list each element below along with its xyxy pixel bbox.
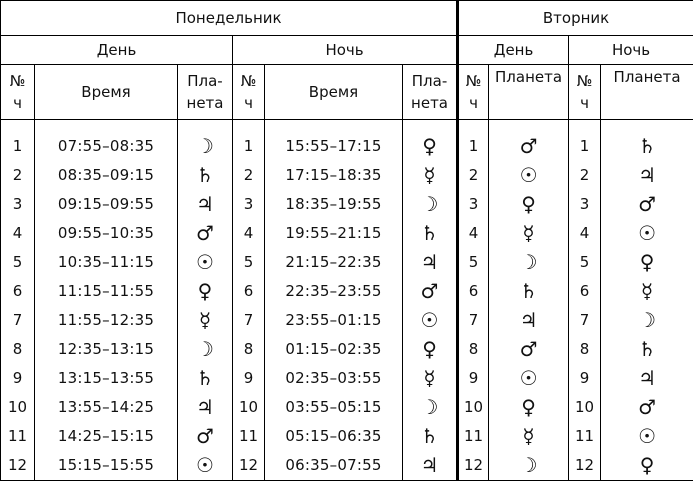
tuesday-day-planet-cell	[489, 393, 569, 422]
hour-number: 9	[244, 369, 254, 387]
hour-number-cell	[233, 190, 265, 219]
hour-number: 3	[244, 195, 254, 213]
monday-night-time-cell	[265, 120, 403, 162]
hour-number: 8	[469, 340, 479, 358]
venus-icon: ♀	[640, 250, 655, 274]
hour-number: 4	[13, 224, 23, 242]
hour-number: 2	[244, 166, 254, 184]
mercury-icon: ☿	[522, 424, 534, 448]
hour-number: 1	[244, 137, 254, 155]
hour-number-cell	[1, 248, 35, 277]
hour-number-header	[233, 65, 265, 120]
hour-number: 10	[8, 398, 27, 416]
hour-number-cell	[1, 422, 35, 451]
planet-header: Планета	[601, 65, 693, 120]
monday-day-planet-cell	[178, 364, 233, 393]
planet-header	[403, 65, 458, 120]
monday-day-planet-cell	[178, 277, 233, 306]
hour-number-header	[1, 65, 35, 120]
hour-number-cell	[1, 364, 35, 393]
hour-number-cell	[233, 364, 265, 393]
hour-number: 11	[239, 427, 258, 445]
hour-number: 7	[13, 311, 23, 329]
hour-number: 4	[469, 224, 479, 242]
hour-number-cell	[458, 190, 489, 219]
saturn-icon: ♄	[638, 337, 656, 361]
planet-header: Планета	[489, 65, 569, 120]
monday-night-planet-cell	[403, 219, 458, 248]
monday-day-time-cell	[35, 306, 178, 335]
sun-icon: ☉	[196, 453, 214, 477]
table-row	[1, 219, 693, 248]
hour-number: 12	[239, 456, 258, 474]
hour-number: 1	[13, 137, 23, 155]
mars-icon: ♂	[638, 395, 656, 419]
tuesday-night-header: Ночь	[569, 36, 693, 65]
hour-number: 7	[244, 311, 254, 329]
monday-header: Понедельник	[1, 1, 458, 36]
hour-number-cell	[1, 120, 35, 162]
monday-day-planet-cell	[178, 422, 233, 451]
tuesday-night-planet-cell	[601, 422, 693, 451]
hour-number-cell	[233, 248, 265, 277]
hour-number-cell	[233, 120, 265, 162]
hour-number-cell	[569, 161, 601, 190]
jupiter-icon: ♃	[638, 163, 656, 187]
hour-number-cell	[458, 393, 489, 422]
sun-icon: ☉	[638, 221, 656, 245]
header-row-columns	[1, 65, 693, 120]
monday-day-time: 11:15–11:55	[58, 282, 154, 300]
tuesday-day-planet-cell	[489, 248, 569, 277]
sun-icon: ☉	[196, 250, 214, 274]
tuesday-day-planet-cell	[489, 335, 569, 364]
monday-day-time-cell	[35, 451, 178, 481]
number-sign: №	[241, 72, 257, 90]
saturn-icon: ♄	[196, 163, 214, 187]
hour-abbrev: ч	[469, 94, 478, 112]
saturn-icon: ♄	[196, 366, 214, 390]
hour-number-cell	[569, 306, 601, 335]
hour-number: 8	[580, 340, 590, 358]
table-row	[1, 364, 693, 393]
hour-number-cell	[233, 422, 265, 451]
table-row	[1, 393, 693, 422]
tuesday-night-planet-cell	[601, 248, 693, 277]
monday-night-time-cell	[265, 277, 403, 306]
table-row	[1, 120, 693, 162]
monday-night-header: Ночь	[233, 36, 458, 65]
tuesday-night-planet-cell	[601, 161, 693, 190]
hour-number-cell	[1, 451, 35, 481]
moon-icon: ☽	[520, 453, 538, 477]
jupiter-icon: ♃	[196, 192, 214, 216]
hour-number: 6	[580, 282, 590, 300]
monday-day-planet-cell	[178, 190, 233, 219]
monday-night-time: 23:55–01:15	[285, 311, 381, 329]
hour-number: 7	[469, 311, 479, 329]
sun-icon: ☉	[520, 366, 538, 390]
monday-night-time: 22:35–23:55	[285, 282, 381, 300]
mercury-icon: ☿	[522, 221, 534, 245]
monday-day-planet-cell	[178, 393, 233, 422]
hour-number: 5	[580, 253, 590, 271]
number-sign: №	[10, 72, 26, 90]
monday-night-time: 02:35–03:55	[285, 369, 381, 387]
table-row	[1, 335, 693, 364]
saturn-icon: ♄	[421, 221, 439, 245]
planet-header-bottom: нета	[187, 94, 224, 112]
monday-day-planet-cell	[178, 248, 233, 277]
table-row	[1, 451, 693, 481]
hour-number-header	[458, 65, 489, 120]
monday-day-time: 15:15–15:55	[58, 456, 154, 474]
monday-day-time-cell	[35, 120, 178, 162]
monday-night-time: 06:35–07:55	[285, 456, 381, 474]
moon-icon: ☽	[638, 308, 656, 332]
monday-night-planet-cell	[403, 306, 458, 335]
mercury-icon: ☿	[423, 163, 435, 187]
mars-icon: ♂	[638, 192, 656, 216]
hour-number-cell	[233, 219, 265, 248]
planet-header	[178, 65, 233, 120]
hour-number-header	[569, 65, 601, 120]
tuesday-night-planet-cell	[601, 364, 693, 393]
mars-icon: ♂	[196, 424, 214, 448]
tuesday-day-planet-cell	[489, 306, 569, 335]
hour-number-cell	[458, 219, 489, 248]
tuesday-day-planet-cell	[489, 190, 569, 219]
hour-number: 4	[580, 224, 590, 242]
time-header: Время	[35, 65, 178, 120]
mercury-icon: ☿	[641, 279, 653, 303]
monday-night-time: 17:15–18:35	[285, 166, 381, 184]
monday-day-time: 08:35–09:15	[58, 166, 154, 184]
monday-day-planet-cell	[178, 219, 233, 248]
hour-number-cell	[458, 277, 489, 306]
monday-night-time: 03:55–05:15	[285, 398, 381, 416]
venus-icon: ♀	[198, 279, 213, 303]
table-row	[1, 190, 693, 219]
monday-day-planet-cell	[178, 451, 233, 481]
hours-body	[1, 120, 693, 481]
hour-number-cell	[1, 277, 35, 306]
monday-day-time: 07:55–08:35	[58, 137, 154, 155]
monday-day-planet-cell	[178, 335, 233, 364]
monday-night-time-cell	[265, 335, 403, 364]
planet-header-top: Пла-	[187, 72, 222, 90]
tuesday-day-planet-cell	[489, 277, 569, 306]
monday-night-time-cell	[265, 364, 403, 393]
mars-icon: ♂	[520, 134, 538, 158]
monday-day-time-cell	[35, 335, 178, 364]
hour-number: 6	[13, 282, 23, 300]
monday-day-time: 09:55–10:35	[58, 224, 154, 242]
monday-day-time: 13:15–13:55	[58, 369, 154, 387]
hour-number-cell	[233, 161, 265, 190]
hour-number: 12	[464, 456, 483, 474]
mercury-icon: ☿	[199, 308, 211, 332]
monday-day-planet-cell	[178, 161, 233, 190]
tuesday-day-planet-cell	[489, 451, 569, 481]
jupiter-icon: ♃	[520, 308, 538, 332]
monday-night-time-cell	[265, 451, 403, 481]
venus-icon: ♀	[640, 453, 655, 477]
mars-icon: ♂	[520, 337, 538, 361]
moon-icon: ☽	[196, 134, 214, 158]
hour-number-cell	[569, 277, 601, 306]
hour-number-cell	[1, 161, 35, 190]
table-row	[1, 422, 693, 451]
monday-day-header: День	[1, 36, 233, 65]
tuesday-day-planet-cell	[489, 161, 569, 190]
tuesday-header: Вторник	[458, 1, 693, 36]
monday-night-planet-cell	[403, 422, 458, 451]
planet-header-top: Пла-	[412, 72, 447, 90]
sun-icon: ☉	[520, 163, 538, 187]
hour-number: 11	[575, 427, 594, 445]
monday-day-time-cell	[35, 277, 178, 306]
venus-icon: ♀	[422, 134, 437, 158]
saturn-icon: ♄	[638, 134, 656, 158]
table-row	[1, 306, 693, 335]
tuesday-night-planet-cell	[601, 393, 693, 422]
tuesday-day-planet-cell	[489, 219, 569, 248]
hour-number: 10	[239, 398, 258, 416]
hour-number: 2	[13, 166, 23, 184]
monday-day-time-cell	[35, 393, 178, 422]
time-header: Время	[265, 65, 403, 120]
hour-number: 2	[469, 166, 479, 184]
tuesday-night-planet-cell	[601, 219, 693, 248]
table-row	[1, 277, 693, 306]
hour-number-cell	[233, 335, 265, 364]
hour-number-cell	[1, 306, 35, 335]
venus-icon: ♀	[521, 192, 536, 216]
tuesday-night-planet-cell	[601, 451, 693, 481]
saturn-icon: ♄	[421, 424, 439, 448]
hour-number-cell	[569, 451, 601, 481]
hour-number-cell	[1, 190, 35, 219]
hour-number-cell	[458, 161, 489, 190]
header-row-days	[1, 1, 693, 36]
mercury-icon: ☿	[423, 366, 435, 390]
hour-number-cell	[458, 248, 489, 277]
mars-icon: ♂	[421, 279, 439, 303]
hour-number-cell	[569, 335, 601, 364]
monday-night-planet-cell	[403, 161, 458, 190]
monday-day-time: 09:15–09:55	[58, 195, 154, 213]
hour-number: 5	[13, 253, 23, 271]
monday-day-time-cell	[35, 219, 178, 248]
hour-number: 12	[8, 456, 27, 474]
hour-number: 5	[469, 253, 479, 271]
monday-night-time: 01:15–02:35	[285, 340, 381, 358]
hour-abbrev: ч	[244, 94, 253, 112]
table-row	[1, 161, 693, 190]
monday-night-planet-cell	[403, 393, 458, 422]
tuesday-day-planet-cell	[489, 364, 569, 393]
hour-number: 6	[244, 282, 254, 300]
hour-number-cell	[458, 335, 489, 364]
monday-night-time: 05:15–06:35	[285, 427, 381, 445]
monday-night-planet-cell	[403, 190, 458, 219]
monday-night-time-cell	[265, 422, 403, 451]
hour-number-cell	[1, 335, 35, 364]
hour-number-cell	[569, 248, 601, 277]
venus-icon: ♀	[422, 337, 437, 361]
tuesday-night-planet-cell	[601, 120, 693, 162]
hour-number: 6	[469, 282, 479, 300]
hour-number: 9	[469, 369, 479, 387]
hour-number-cell	[1, 393, 35, 422]
hour-number-cell	[458, 120, 489, 162]
monday-day-planet-cell	[178, 306, 233, 335]
hour-number-cell	[1, 219, 35, 248]
moon-icon: ☽	[520, 250, 538, 274]
hour-number-cell	[458, 364, 489, 393]
monday-night-time-cell	[265, 190, 403, 219]
hour-number-cell	[569, 422, 601, 451]
hour-number-cell	[233, 277, 265, 306]
table-row	[1, 248, 693, 277]
hour-number: 3	[469, 195, 479, 213]
hour-number-cell	[569, 393, 601, 422]
hour-number-cell	[458, 422, 489, 451]
monday-night-planet-cell	[403, 277, 458, 306]
jupiter-icon: ♃	[421, 250, 439, 274]
tuesday-day-header: День	[458, 36, 569, 65]
monday-night-planet-cell	[403, 248, 458, 277]
hour-number: 3	[580, 195, 590, 213]
monday-day-planet-cell	[178, 120, 233, 162]
saturn-icon: ♄	[520, 279, 538, 303]
sun-icon: ☉	[421, 308, 439, 332]
venus-icon: ♀	[521, 395, 536, 419]
hour-abbrev: ч	[580, 94, 589, 112]
hour-number-cell	[569, 219, 601, 248]
hour-number-cell	[233, 393, 265, 422]
hour-number: 1	[580, 137, 590, 155]
mars-icon: ♂	[196, 221, 214, 245]
monday-day-time-cell	[35, 364, 178, 393]
monday-night-time: 19:55–21:15	[285, 224, 381, 242]
monday-night-time-cell	[265, 219, 403, 248]
tuesday-night-planet-cell	[601, 190, 693, 219]
monday-night-time-cell	[265, 248, 403, 277]
monday-day-time: 13:55–14:25	[58, 398, 154, 416]
moon-icon: ☽	[421, 395, 439, 419]
monday-night-time: 18:35–19:55	[285, 195, 381, 213]
monday-night-time-cell	[265, 161, 403, 190]
tuesday-day-planet-cell	[489, 422, 569, 451]
hour-number: 5	[244, 253, 254, 271]
jupiter-icon: ♃	[421, 453, 439, 477]
hour-number: 9	[580, 369, 590, 387]
monday-day-time-cell	[35, 161, 178, 190]
monday-night-time-cell	[265, 306, 403, 335]
hour-number: 4	[244, 224, 254, 242]
number-sign: №	[577, 72, 593, 90]
moon-icon: ☽	[196, 337, 214, 361]
hour-number-cell	[233, 451, 265, 481]
monday-day-time: 14:25–15:15	[58, 427, 154, 445]
header-row-periods	[1, 36, 693, 65]
hour-number-cell	[458, 306, 489, 335]
hour-abbrev: ч	[13, 94, 22, 112]
monday-night-planet-cell	[403, 451, 458, 481]
monday-night-time: 15:55–17:15	[285, 137, 381, 155]
monday-day-time: 10:35–11:15	[58, 253, 154, 271]
tuesday-night-planet-cell	[601, 335, 693, 364]
hour-number: 1	[469, 137, 479, 155]
hour-number: 10	[575, 398, 594, 416]
planet-header-bottom: нета	[411, 94, 448, 112]
hour-number: 11	[464, 427, 483, 445]
monday-day-time-cell	[35, 248, 178, 277]
jupiter-icon: ♃	[196, 395, 214, 419]
sun-icon: ☉	[638, 424, 656, 448]
hour-number-cell	[233, 306, 265, 335]
monday-day-time: 12:35–13:15	[58, 340, 154, 358]
hour-number: 2	[580, 166, 590, 184]
jupiter-icon: ♃	[638, 366, 656, 390]
monday-night-planet-cell	[403, 120, 458, 162]
monday-night-planet-cell	[403, 364, 458, 393]
hour-number: 7	[580, 311, 590, 329]
hour-number-cell	[458, 451, 489, 481]
monday-night-time: 21:15–22:35	[285, 253, 381, 271]
monday-night-time-cell	[265, 393, 403, 422]
tuesday-night-planet-cell	[601, 277, 693, 306]
number-sign: №	[466, 72, 482, 90]
hour-number: 12	[575, 456, 594, 474]
hour-number: 8	[13, 340, 23, 358]
monday-day-time: 11:55–12:35	[58, 311, 154, 329]
tuesday-night-planet-cell	[601, 306, 693, 335]
tuesday-day-planet-cell	[489, 120, 569, 162]
hour-number-cell	[569, 120, 601, 162]
monday-day-time-cell	[35, 190, 178, 219]
hour-number-cell	[569, 190, 601, 219]
hour-number: 10	[464, 398, 483, 416]
monday-day-time-cell	[35, 422, 178, 451]
monday-night-planet-cell	[403, 335, 458, 364]
hour-number: 11	[8, 427, 27, 445]
hour-number: 8	[244, 340, 254, 358]
hour-number-cell	[569, 364, 601, 393]
hour-number: 3	[13, 195, 23, 213]
hour-number: 9	[13, 369, 23, 387]
moon-icon: ☽	[421, 192, 439, 216]
